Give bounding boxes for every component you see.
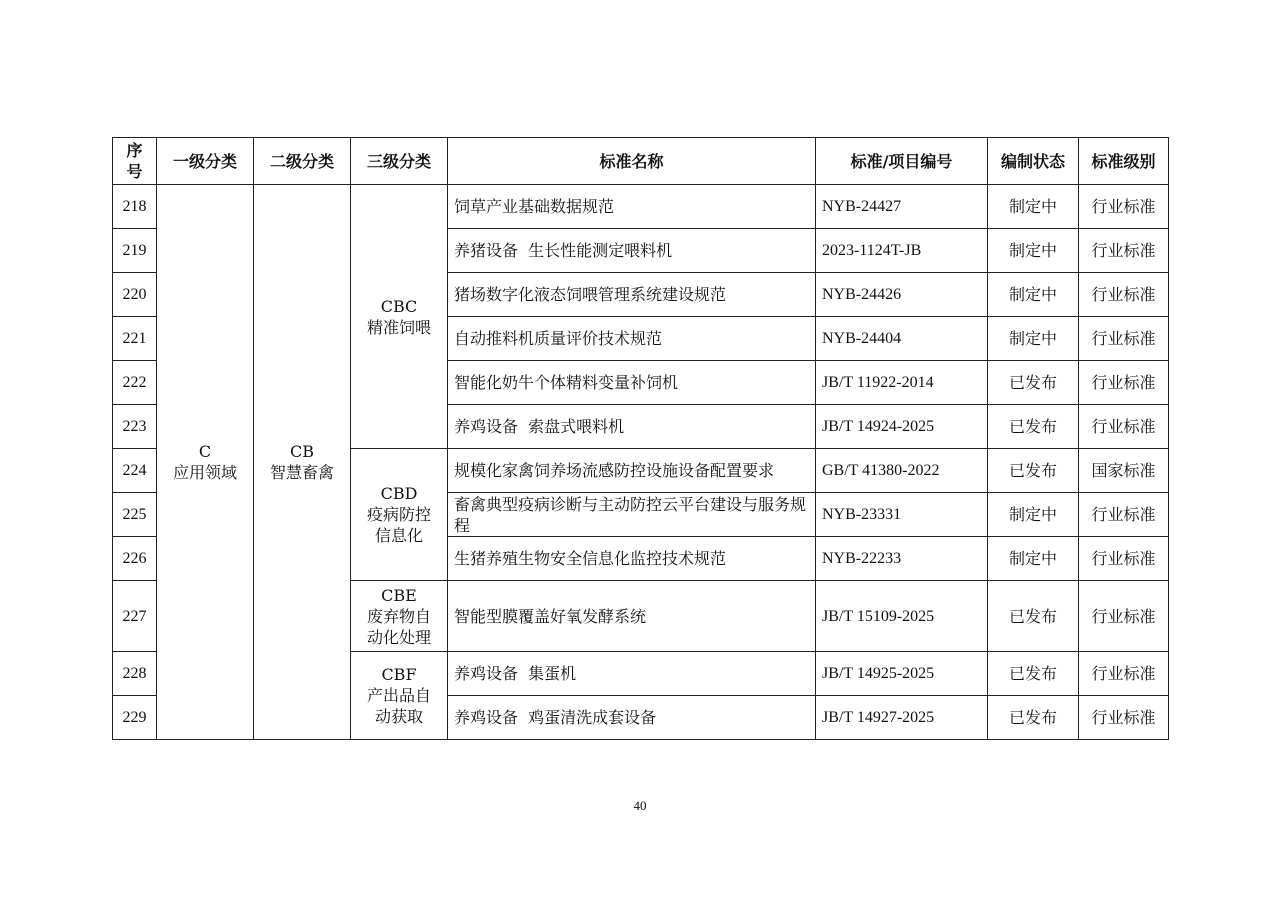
grade-cell: 行业标准 bbox=[1079, 185, 1169, 229]
seq-cell: 224 bbox=[113, 449, 157, 493]
status-cell: 制定中 bbox=[988, 493, 1079, 537]
standard-code-cell: NYB-24427 bbox=[816, 185, 988, 229]
status-cell: 已发布 bbox=[988, 581, 1079, 652]
seq-cell: 228 bbox=[113, 652, 157, 696]
status-cell: 已发布 bbox=[988, 449, 1079, 493]
level3-cell-cbc: CBC 精准饲喂 bbox=[351, 185, 448, 449]
seq-cell: 223 bbox=[113, 405, 157, 449]
status-cell: 已发布 bbox=[988, 652, 1079, 696]
level3-cell-cbd: CBD 疫病防控 信息化 bbox=[351, 449, 448, 581]
standard-code-cell: NYB-24404 bbox=[816, 317, 988, 361]
standard-code-cell: JB/T 14924-2025 bbox=[816, 405, 988, 449]
grade-cell: 行业标准 bbox=[1079, 581, 1169, 652]
table-row bbox=[113, 185, 1169, 229]
header-level3: 三级分类 bbox=[351, 138, 448, 185]
status-cell: 制定中 bbox=[988, 185, 1079, 229]
standard-code-cell: JB/T 11922-2014 bbox=[816, 361, 988, 405]
seq-cell: 226 bbox=[113, 537, 157, 581]
status-cell: 已发布 bbox=[988, 405, 1079, 449]
grade-cell: 行业标准 bbox=[1079, 696, 1169, 740]
standard-code-cell: NYB-24426 bbox=[816, 273, 988, 317]
grade-cell: 行业标准 bbox=[1079, 317, 1169, 361]
header-code: 标准/项目编号 bbox=[816, 138, 988, 185]
standard-name-cell: 自动推料机质量评价技术规范 bbox=[448, 317, 816, 361]
table-header-row bbox=[113, 138, 1169, 185]
header-name: 标准名称 bbox=[448, 138, 816, 185]
standard-code-cell: NYB-23331 bbox=[816, 493, 988, 537]
standard-name-cell: 智能化奶牛个体精料变量补饲机 bbox=[448, 361, 816, 405]
grade-cell: 行业标准 bbox=[1079, 405, 1169, 449]
grade-cell: 行业标准 bbox=[1079, 229, 1169, 273]
grade-cell: 国家标准 bbox=[1079, 449, 1169, 493]
status-cell: 制定中 bbox=[988, 317, 1079, 361]
seq-cell: 219 bbox=[113, 229, 157, 273]
grade-cell: 行业标准 bbox=[1079, 537, 1169, 581]
seq-cell: 227 bbox=[113, 581, 157, 652]
header-status: 编制状态 bbox=[988, 138, 1079, 185]
grade-cell: 行业标准 bbox=[1079, 493, 1169, 537]
standard-name-cell: 养鸡设备 集蛋机 bbox=[448, 652, 816, 696]
standard-name-cell: 养鸡设备 鸡蛋清洗成套设备 bbox=[448, 696, 816, 740]
status-cell: 制定中 bbox=[988, 537, 1079, 581]
seq-cell: 225 bbox=[113, 493, 157, 537]
standard-name-cell: 猪场数字化液态饲喂管理系统建设规范 bbox=[448, 273, 816, 317]
header-level1: 一级分类 bbox=[157, 138, 254, 185]
status-cell: 制定中 bbox=[988, 229, 1079, 273]
standard-code-cell: JB/T 14927-2025 bbox=[816, 696, 988, 740]
standard-code-cell: JB/T 15109-2025 bbox=[816, 581, 988, 652]
header-seq: 序 号 bbox=[113, 138, 157, 185]
header-level2: 二级分类 bbox=[254, 138, 351, 185]
level1-cell: C 应用领域 bbox=[157, 185, 254, 740]
seq-cell: 220 bbox=[113, 273, 157, 317]
page-number: 40 bbox=[633, 798, 647, 813]
standard-name-cell: 规模化家禽饲养场流感防控设施设备配置要求 bbox=[448, 449, 816, 493]
header-grade: 标准级别 bbox=[1079, 138, 1169, 185]
standards-table bbox=[112, 137, 1169, 740]
standard-name-cell: 生猪养殖生物安全信息化监控技术规范 bbox=[448, 537, 816, 581]
standard-name-cell: 智能型膜覆盖好氧发酵系统 bbox=[448, 581, 816, 652]
seq-cell: 218 bbox=[113, 185, 157, 229]
standard-code-cell: GB/T 41380-2022 bbox=[816, 449, 988, 493]
level3-cell-cbe: CBE 废弃物自 动化处理 bbox=[351, 581, 448, 652]
status-cell: 制定中 bbox=[988, 273, 1079, 317]
standard-code-cell: NYB-22233 bbox=[816, 537, 988, 581]
level2-cell: CB 智慧畜禽 bbox=[254, 185, 351, 740]
standard-code-cell: JB/T 14925-2025 bbox=[816, 652, 988, 696]
standard-code-cell: 2023-1124T-JB bbox=[816, 229, 988, 273]
standard-name-cell: 养猪设备 生长性能测定喂料机 bbox=[448, 229, 816, 273]
standard-name-cell: 饲草产业基础数据规范 bbox=[448, 185, 816, 229]
seq-cell: 221 bbox=[113, 317, 157, 361]
status-cell: 已发布 bbox=[988, 696, 1079, 740]
grade-cell: 行业标准 bbox=[1079, 361, 1169, 405]
level3-cell-cbf: CBF 产出品自 动获取 bbox=[351, 652, 448, 740]
seq-cell: 229 bbox=[113, 696, 157, 740]
grade-cell: 行业标准 bbox=[1079, 652, 1169, 696]
seq-cell: 222 bbox=[113, 361, 157, 405]
status-cell: 已发布 bbox=[988, 361, 1079, 405]
grade-cell: 行业标准 bbox=[1079, 273, 1169, 317]
standard-name-cell: 养鸡设备 索盘式喂料机 bbox=[448, 405, 816, 449]
standard-name-cell: 畜禽典型疫病诊断与主动防控云平台建设与服务规程 bbox=[448, 493, 816, 537]
